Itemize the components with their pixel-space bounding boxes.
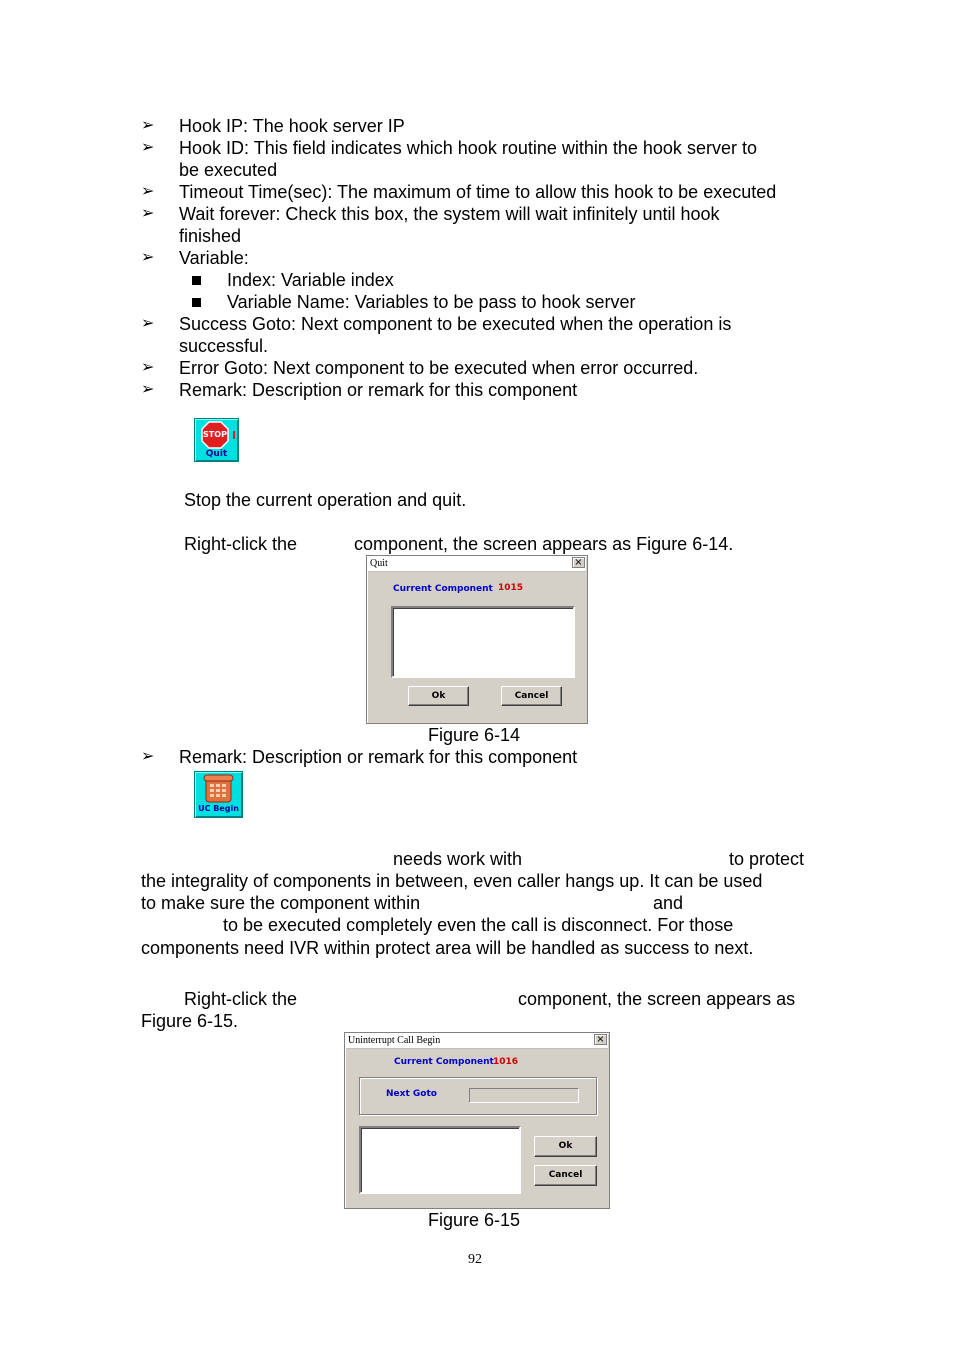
bullet-text: Success Goto: Next component to be executed when the operation is [179,314,732,334]
bullet-text: Remark: Description or remark for this component [179,380,578,400]
uc-dialog-close-button[interactable]: × [594,1034,607,1045]
current-component-value: 1015 [498,583,524,593]
uc-paragraph-line3a: to make sure the component within [141,893,421,913]
uc-dialog-title: Uninterrupt Call Begin [346,1034,608,1049]
bullet-marker: ➢ [141,249,155,266]
uc-rightclick-pre: Right-click the [184,989,298,1009]
bullet-marker: ➢ [141,117,155,134]
next-goto-label: Next Goto [386,1089,437,1099]
square-bullet-icon [192,298,201,307]
sub-bullet-text: Index: Variable index [227,270,394,290]
bullet-text: Error Goto: Next component to be executed when error occurred. [179,358,699,378]
quit-rightclick-pre: Right-click the [184,534,298,554]
quit-dialog [366,555,588,724]
uc-begin-component-icon [194,771,243,818]
bullet-text: finished [179,226,242,246]
uc-paragraph-line2: the integrality of components in between, even caller hangs up. It can be used [141,871,763,891]
figure-6-15-caption: Figure 6-15 [428,1210,521,1230]
page-number: 92 [468,1252,482,1267]
bullet-marker: ➢ [141,359,155,376]
uc-remark-textarea[interactable] [359,1126,521,1194]
remark-textarea[interactable] [391,606,575,678]
stop-sign-text: STOP [203,430,227,439]
sub-bullet-text: Variable Name: Variables to be pass to hook server [227,292,636,312]
bullet-text: Hook IP: The hook server IP [179,116,405,136]
bullet-marker: ➢ [141,748,155,765]
bullet-marker: ➢ [141,381,155,398]
current-component-label: Current Component [393,584,493,594]
quit-dialog-title: Quit [368,557,586,572]
uc-ok-button[interactable]: Ok [534,1136,597,1157]
uc-paragraph-line1b: to protect [729,849,805,869]
quit-icon-label: Quit [205,449,228,459]
uc-rightclick-line2: Figure 6-15. [141,1011,239,1031]
uc-current-component-value: 1016 [493,1057,519,1067]
uc-begin-dialog [344,1032,610,1209]
cancel-button[interactable]: Cancel [501,686,562,706]
bullet-text: Wait forever: Check this box, the system will wait infinitely until hook [179,204,720,224]
uc-paragraph-line5: components need IVR within protect area will be handled as success to next. [141,938,754,958]
bullet-text: Timeout Time(sec): The maximum of time to allow this hook to be executed [179,182,777,202]
square-bullet-icon [192,276,201,285]
bullet-marker: ➢ [141,183,155,200]
remark-bullet-text: Remark: Description or remark for this component [179,747,578,767]
uc-current-component-label: Current Component [394,1057,494,1067]
uc-paragraph-line4: to be executed completely even the call is disconnect. For those [223,915,734,935]
bullet-marker: ➢ [141,205,155,222]
ok-button[interactable]: Ok [408,686,469,706]
bullet-text: Variable: [179,248,249,268]
figure-6-14-caption: Figure 6-14 [428,725,521,745]
uc-cancel-button[interactable]: Cancel [534,1165,597,1186]
uc-rightclick-post: component, the screen appears as [518,989,796,1009]
quit-rightclick-post: component, the screen appears as Figure 6-14. [354,534,734,554]
next-goto-field[interactable] [469,1088,579,1103]
uc-begin-icon-label: UC Begin [198,804,239,813]
quit-component-icon [194,418,239,462]
quit-dialog-close-button[interactable]: × [572,557,585,568]
bullet-marker: ➢ [141,139,155,156]
uc-paragraph-line3b: and [653,893,684,913]
bullet-text: Hook ID: This field indicates which hook routine within the hook server to [179,138,757,158]
quit-description: Stop the current operation and quit. [184,490,467,510]
bullet-text: be executed [179,160,278,180]
bullet-marker: ➢ [141,315,155,332]
uc-paragraph-line1a: needs work with [393,849,523,869]
bullet-text: successful. [179,336,269,356]
